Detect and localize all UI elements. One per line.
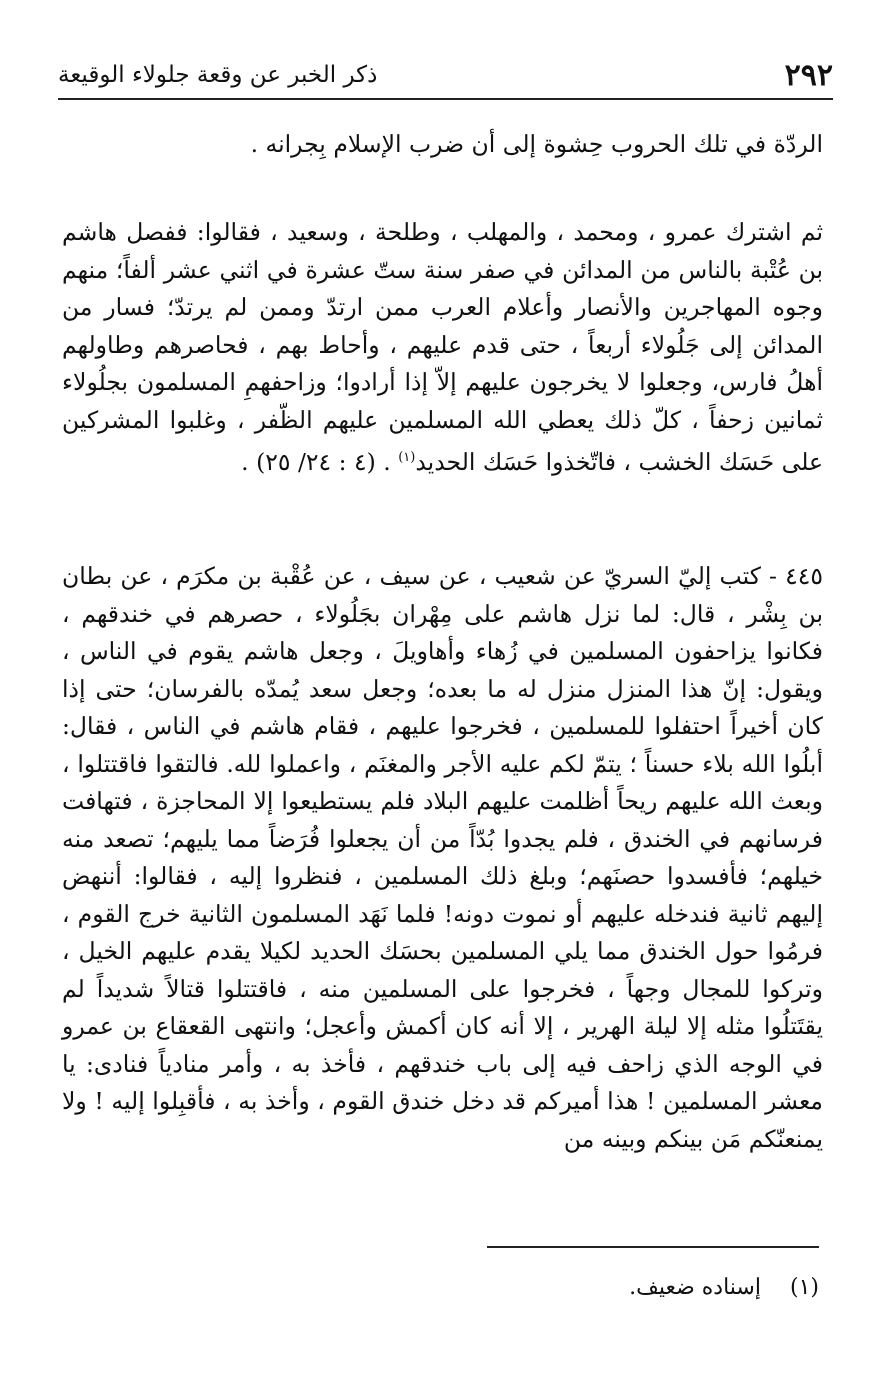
paragraph-2-reference: . (٤ : ٢٤/ ٢٥) . — [241, 447, 399, 476]
footnote-divider — [487, 1246, 819, 1248]
paragraph-1 — [62, 126, 823, 164]
paragraph-1-text: الردّة في تلك الحروب حِشوة إلى أن ضرب الإسلام بِجرانه . — [250, 130, 823, 158]
paragraph-2 — [62, 214, 823, 481]
footnote — [62, 1272, 819, 1304]
paragraph-2-text — [62, 214, 823, 481]
footnote-number: (١) — [789, 1275, 819, 1300]
footnote-text: إسناده ضعيف. — [629, 1275, 761, 1300]
paragraph-3-text: ٤٤٥ - كتب إليّ السريّ عن شعيب ، عن سيف ، عن عُقْبة بن مكرَم ، عن بطان بن بِشْر ، قال: لما نزل هاشم على مِهْران بجَلُولاء ، حصرهم في خندقهم ، فكانوا يزاحفون المسلمين في زُهاء وأهاويلَ ، وجعل هاشم يقوم في الناس ، ويقول: إنّ هذا المنزل منزل له ما بعده؛ وجعل سعد يُمدّه بالفرسان؛ حتى إذا كان أخيراً احتفلوا للمسلمين ، فخرجوا عليهم ، فقام هاشم في الناس ، فقال: أبلُوا الله بلاء حسناً ؛ يتمّ لكم عليه الأجر والمغنَم ، واعملوا لله. فالتقوا فاقتتلوا ، وبعث الله عليهم ريحاً أظلمت عليهم البلاد فلم يستطيعوا إلا المحاجزة ، فتهافت فرسانهم في الخندق ، فلم يجدوا بُدّاً من أن يجعلوا فُرَضاً مما يليهم؛ تصعد منه خيلهم؛ فأفسدوا حصنَهم؛ وبلغ ذلك المسلمين ، فنظروا إليه ، فقالوا: أننهض إليهم ثانية فندخله عليهم أو نموت دونه! فلما نَهَد المسلمون الثانية خرج القوم ، فرمُوا حول الخندق مما يلي المسلمين بحسَك الحديد لكيلا يقدم عليهم الخيل ، وتركوا للمجال وجهاً ، فخرجوا على المسلمين منه ، فاقتتلوا قتالاً شديداً لم يقتَتلُوا مثله إلا ليلة الهرير ، إلا أنه كان أكمش وأعجل؛ وانتهى القعقاع بن عمرو في الوجه الذي زاحف فيه إلى باب خندقهم ، فأخذ به ، وأمر منادياً فنادى: يا معشر المسلمين ! هذا أميركم قد دخل خندق القوم ، وأخذ به ، فأقبِلوا إليه ! ولا يمنعنّكم مَن بينكم وبينه من — [62, 562, 823, 1153]
paragraph-3 — [62, 558, 823, 1158]
paragraph-2-main: ثم اشترك عمرو ، ومحمد ، والمهلب ، وطلحة ، وسعيد ، فقالوا: ففصل هاشم بن عُتْبة بالناس من المدائن في صفر سنة ستّ عشرة في اثني عشر ألفاً؛ منهم وجوه المهاجرين والأنصار وأعلام العرب ممن ارتدّ وممن لم يرتدّ؛ فسار من المدائن إلى جَلُولاء أربعاً ، حتى قدم عليهم ، وأحاط بهم ، فحاصرهم وطاولهم أهلُ فارس، وجعلوا لا يخرجون عليهم إلاّ إذا أرادوا؛ وزاحفهمِ المسلمون بجلُولاء ثمانين زحفاً ، كلّ ذلك يعطي الله المسلمين عليهم الظّفر ، وغلبوا المشركين على حَسَك الخشب ، فاتّخذوا حَسَك الحديد — [62, 218, 823, 476]
footnote-marker: (١) — [398, 450, 416, 465]
page-number: ٢٩٢ — [784, 57, 833, 93]
page-header — [58, 52, 833, 100]
running-title: ذكر الخبر عن وقعة جلولاء الوقيعة — [58, 62, 378, 88]
